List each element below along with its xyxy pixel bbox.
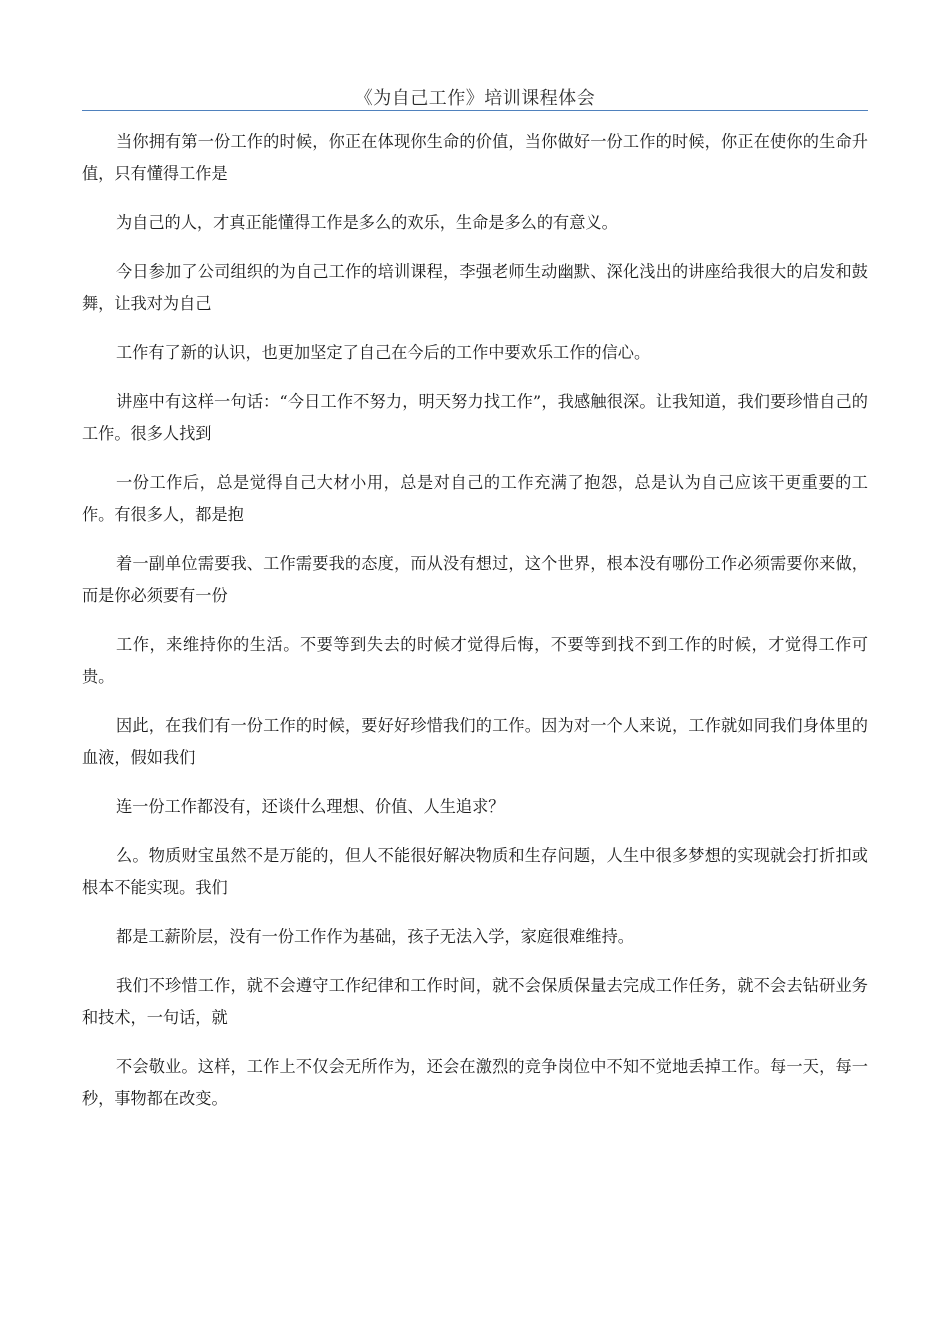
- paragraph-5: 讲座中有这样一句话：“今日工作不努力，明天努力找工作”，我感触很深。让我知道，我们要珍惜自己的工作。很多人找到: [82, 392, 868, 443]
- document-title: 《为自己工作》培训课程体会: [354, 88, 596, 109]
- page-header: [82, 78, 868, 111]
- paragraph-4: 工作有了新的认识，也更加坚定了自己在今后的工作中要欢乐工作的信心。: [116, 343, 651, 362]
- paragraph-6: 一份工作后，总是觉得自己大材小用，总是对自己的工作充满了抱怨，总是认为自己应该干更重要的工作。有很多人，都是抱: [82, 473, 868, 524]
- paragraph-2: 为自己的人，才真正能懂得工作是多么的欢乐，生命是多么的有意义。: [116, 213, 618, 232]
- paragraph-12: 都是工薪阶层，没有一份工作作为基础，孩子无法入学，家庭很难维持。: [116, 927, 634, 946]
- paragraph-9: 因此，在我们有一份工作的时候，要好好珍惜我们的工作。因为对一个人来说，工作就如同我们身体里的血液，假如我们: [82, 716, 868, 767]
- paragraph-8: 工作，来维持你的生活。不要等到失去的时候才觉得后悔，不要等到找不到工作的时候，才觉得工作可贵。: [82, 635, 868, 686]
- document-body: [82, 126, 868, 1132]
- paragraph-3: 今日参加了公司组织的为自己工作的培训课程，李强老师生动幽默、深化浅出的讲座给我很大的启发和鼓舞，让我对为自己: [82, 262, 868, 313]
- paragraph-7: 着一副单位需要我、工作需要我的态度，而从没有想过，这个世界，根本没有哪份工作必须需要你来做，而是你必须要有一份: [82, 554, 868, 605]
- paragraph-11: 么。物质财宝虽然不是万能的，但人不能很好解决物质和生存问题，人生中很多梦想的实现就会打折扣或根本不能实现。我们: [82, 846, 868, 897]
- paragraph-1: 当你拥有第一份工作的时候，你正在体现你生命的价值，当你做好一份工作的时候，你正在使你的生命升值，只有懂得工作是: [82, 132, 868, 183]
- paragraph-14: 不会敬业。这样，工作上不仅会无所作为，还会在激烈的竞争岗位中不知不觉地丢掉工作。每一天，每一秒，事物都在改变。: [82, 1057, 868, 1108]
- paragraph-13: 我们不珍惜工作，就不会遵守工作纪律和工作时间，就不会保质保量去完成工作任务，就不会去钻研业务和技术，一句话，就: [82, 976, 868, 1027]
- paragraph-10: 连一份工作都没有，还谈什么理想、价值、人生追求？: [116, 797, 505, 816]
